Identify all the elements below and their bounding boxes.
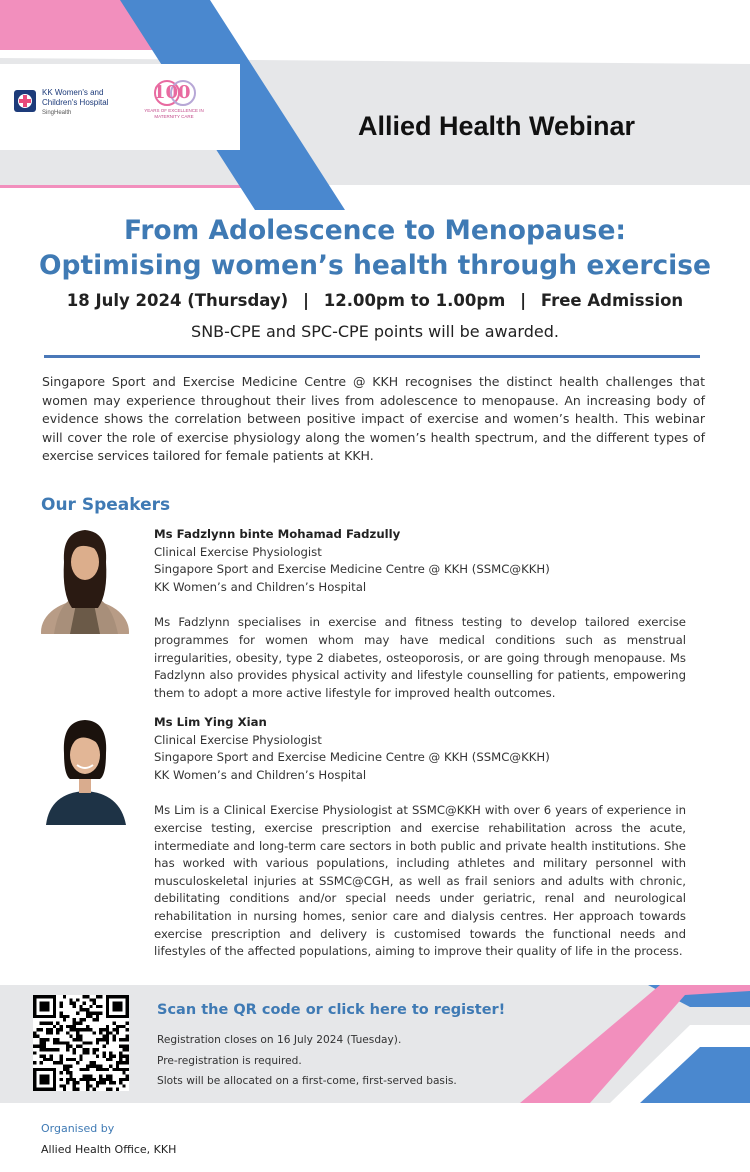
kkh-logo-text [42,88,132,118]
intro-paragraph: Singapore Sport and Exercise Medicine Centre @ KKH recognises the distinct health challenges that women may experience throughout their lives from adolescence to menopause. An increasing body of evidence shows the correlation between positive impact of exercise and women’s health. This webinar will cover the role of exercise physiology along the women’s health spectrum, and the different types of exercise services tailored for female patients at KKH. [42,374,705,463]
separator: | [520,291,527,310]
speaker-hospital: KK Women’s and Children’s Hospital [154,767,367,782]
title-line-1: From Adolescence to Menopause: [123,215,627,246]
register-link[interactable]: Scan the QR code or click here to register! [157,1002,506,1018]
hospital-group: SingHealth [42,110,72,116]
event-time: 12.00pm to 1.00pm [323,291,506,310]
centenary-caption: YEARS OF EXCELLENCE IN MATERNITY CARE [144,108,204,119]
qr-code[interactable] [33,995,129,1091]
organised-by-label: Organised by [41,1122,115,1135]
speaker-photo [40,715,130,825]
registration-note: Pre-registration is required. [157,1054,302,1067]
centenary-number: 100 [153,82,191,103]
title-line-2: Optimising women’s health through exercise [38,250,711,281]
separator: | [302,291,309,310]
speaker-role: Clinical Exercise Physiologist [154,732,322,747]
speaker-bio: Ms Fadzlynn specialises in exercise and fitness testing to develop tailored exercise programmes for women whom may have medical conditions such as menstrual irregularities, obesity, type 2 diabetes, osteoporosis, or are going through menopause. Ms Fadzlynn also provides physical activity and lifestyle counselling for patients, empowering them to adopt a more active lifestyle for improved health outcomes. [154,615,686,700]
page-title [0,213,750,283]
speaker-photo [40,524,130,634]
speaker-centre: Singapore Sport and Exercise Medicine Centre @ KKH (SSMC@KKH) [154,750,550,765]
event-date: 18 July 2024 (Thursday) [66,291,289,310]
webinar-label: Allied Health Webinar [358,111,636,141]
centenary-logo [139,78,209,128]
speaker-role: Clinical Exercise Physiologist [154,544,322,559]
speaker-name: Ms Lim Ying Xian [154,715,267,729]
speaker-name: Ms Fadzlynn binte Mohamad Fadzully [154,527,401,541]
registration-note: Slots will be allocated on a first-come, first-served basis. [157,1075,457,1087]
header-logos [14,78,214,128]
speaker-card [154,526,686,702]
kkh-logo [14,86,144,120]
divider [44,355,700,358]
hospital-name: KK Women's and Children's Hospital [42,88,109,107]
event-details [0,291,750,310]
cpe-points-note: SNB-CPE and SPC-CPE points will be awarded. [191,322,559,341]
event-admission: Free Admission [540,291,684,310]
speaker-centre: Singapore Sport and Exercise Medicine Centre @ KKH (SSMC@KKH) [154,562,550,577]
speaker-bio: Ms Lim is a Clinical Exercise Physiologist at SSMC@KKH with over 6 years of experience in exercise testing, exercise prescription and exercise rehabilitation across the acute, intermediate and long-term care sectors in both public and private health institutions. She has worked with various populations, including athletes and military personnel with musculoskeletal injuries at SSMC@CGH, as well as frail seniors and adults with chronic, debilitating conditions and/or special needs under geriatric, renal and neurological rehabilitation in nursing homes, senior care and dialysis centres. Her approach towards exercise prescription and delivery is customised towards the functional needs and lifestyles of the affected populations, aiming to improve their quality of life in the process. [154,803,686,959]
organiser-name: Allied Health Office, KKH [41,1143,177,1156]
speaker-hospital: KK Women’s and Children’s Hospital [154,579,367,594]
registration-note: Registration closes on 16 July 2024 (Tuesday). [157,1034,402,1046]
speaker-card [154,714,686,961]
registration-notes [157,1030,457,1092]
hospital-cross-icon [14,90,36,112]
registration-panel [0,985,750,1103]
speakers-heading: Our Speakers [41,495,171,515]
